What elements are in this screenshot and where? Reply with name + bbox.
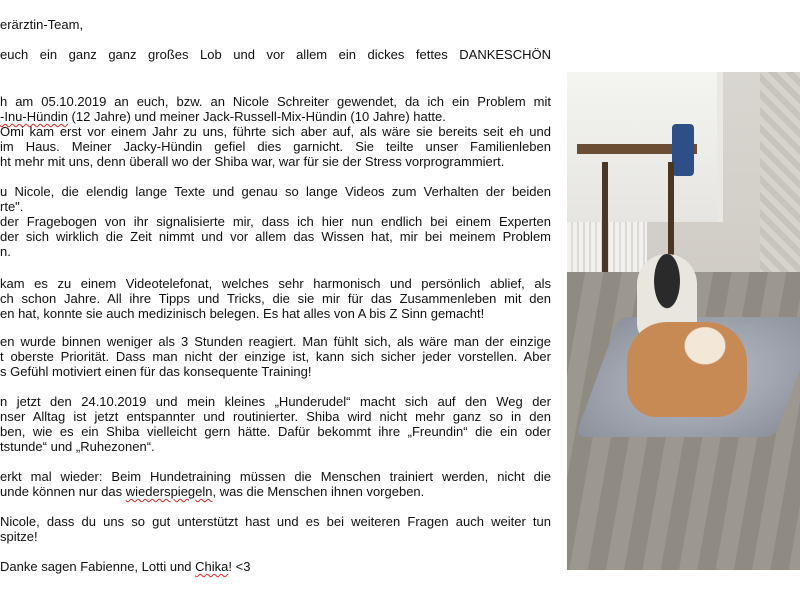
text-line: ht mehr mit uns, denn überall wo der Shiba war, war für sie der Stress vorprogrammiert. <box>0 154 505 169</box>
shiba-dog <box>627 322 747 417</box>
text-line: en hat, konnte sie auch medizinisch belegen. Es hat alles von A bis Z Sinn gemacht! <box>0 306 485 321</box>
dogs-photo <box>567 72 800 570</box>
text-line: Omi kam erst vor einem Jahr zu uns, führte sich aber auf, als wäre sie bereits seit eh und <box>0 124 551 139</box>
text-line: t oberste Priorität. Dass man nicht der einzige ist, kann sich sicher jeder vorstellen. Aber <box>0 349 551 364</box>
text-line: der Fragebogen von ihr signalisierte mir, dass ich hier nun endlich bei einem Experten <box>0 214 551 229</box>
text-line: nser Alltag ist jetzt entspannter und routinierter. Shiba wird nicht mehr ganz so in den <box>0 409 551 424</box>
signature-line: Danke sagen Fabienne, Lotti und Chika! <3 <box>0 559 251 574</box>
text-line: unde können nur das wiederspiegeln, was die Menschen ihnen vorgeben. <box>0 484 425 499</box>
text-line: der sich wirklich die Zeit nimmt und vor allem das Wissen hat, mir bei meinem Problem <box>0 229 551 244</box>
misspelled-word: -Inu-Hündin <box>0 109 68 124</box>
text-line: erkt mal wieder: Beim Hundetraining müssen die Menschen trainiert werden, nicht die <box>0 469 551 484</box>
text-line: rte". <box>0 199 24 214</box>
text-line: en wurde binnen weniger als 3 Stunden reagiert. Man fühlt sich, als wäre man der einzige <box>0 334 551 349</box>
text-line: u Nicole, die elendig lange Texte und genau so lange Videos zum Verhalten der beiden <box>0 184 551 199</box>
greeting-line: erärztin-Team, <box>0 17 84 32</box>
text-line: n jetzt den 24.10.2019 und mein kleines „Hunderudel“ macht sich auf den Weg der <box>0 394 551 409</box>
text-line: euch ein ganz ganz großes Lob und vor allem ein dickes fettes DANKESCHÖN <box>0 47 551 62</box>
text-line: kam es zu einem Videotelefonat, welches sehr harmonisch und persönlich ablief, als <box>0 276 551 291</box>
text-line: tstunde“ und „Ruhezonen“. <box>0 439 155 454</box>
text-line: ben, wie es ein Shiba vielleicht gern hätte. Dafür bekommt ihre „Freundin“ die ein oder <box>0 424 551 439</box>
text-line: n. <box>0 244 11 259</box>
text-line: spitze! <box>0 529 38 544</box>
misspelled-word: wiederspiegeln <box>125 484 213 499</box>
text-line: -Inu-Hündin (12 Jahre) und meiner Jack-Russell-Mix-Hündin (10 Jahre) hatte. <box>0 109 446 124</box>
misspelled-word: Chika <box>195 559 229 574</box>
text-line: s Gefühl motiviert einen für das konsequente Training! <box>0 364 312 379</box>
wallpaper <box>760 72 800 302</box>
towel <box>672 124 694 176</box>
text-line: im Haus. Meiner Jacky-Hündin gefiel dies garnicht. Sie teilte unser Familienleben <box>0 139 551 154</box>
text-line: h am 05.10.2019 an euch, bzw. an Nicole Schreiter gewendet, da ich ein Problem mit <box>0 94 551 109</box>
text-line: ch schon Jahre. All ihre Tipps und Tricks, die sie mir für das Zusammenleben mit den <box>0 291 551 306</box>
text-line: Nicole, dass du uns so gut unterstützt hast und es bei weiteren Fragen auch weiter tun <box>0 514 551 529</box>
